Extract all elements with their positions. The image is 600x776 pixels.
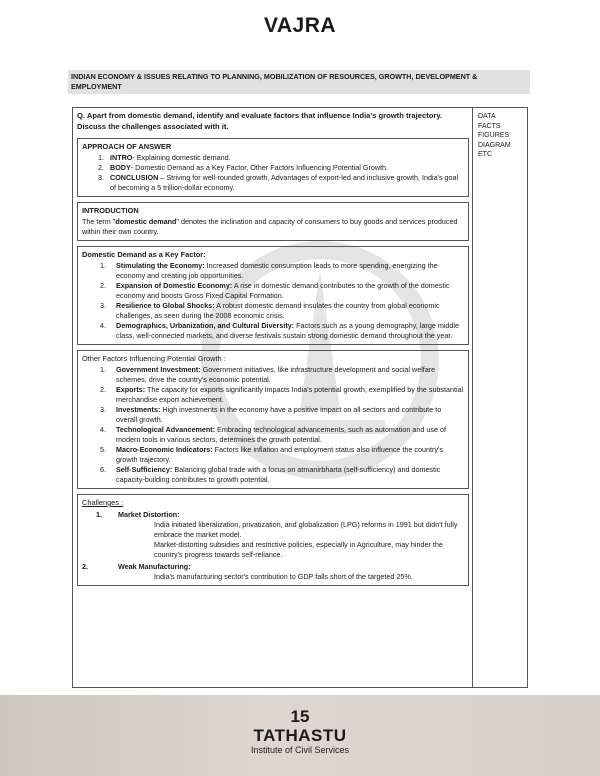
other-factors-box <box>77 350 469 489</box>
list-item: 4. Demographics, Urbanization, and Cultural Diversity: Factors such as a young demography, large middle class, well-connected markets, and diverse festivals sustain strong domestic demand throughout the year. <box>100 321 459 340</box>
approach-title: APPROACH OF ANSWER <box>82 142 172 151</box>
side-label: FACTS <box>478 122 501 130</box>
challenges-box <box>77 494 469 586</box>
challenge-text: Market-distorting subsidies and restrictive policies, especially in Agriculture, may hinder the country's progress towards self-reliance. <box>154 540 443 559</box>
list-item: 1. Government Investment: Government initiatives, like infrastructure development and social welfare schemes, drive the country's economic potential. <box>100 365 436 384</box>
brand-name: TATHASTU <box>253 726 347 745</box>
list-item: 4. Technological Advancement: Embracing technological advancements, such as automation and use of modern tools in various sectors, determines the growth potential. <box>100 425 446 444</box>
other-factors-title: Other Factors Influencing Potential Growth : <box>82 354 226 363</box>
domestic-demand-box <box>77 246 469 345</box>
challenge-heading: 2. Weak Manufacturing: <box>82 562 191 571</box>
page-number: 15 <box>290 707 310 726</box>
domestic-demand-title: Domestic Demand as a Key Factor: <box>82 250 206 259</box>
list-item: 1. Stimulating the Economy: Increased domestic consumption leads to more spending, energizing the economy and creating job opportunities. <box>100 261 438 280</box>
list-item: 1. INTRO- Explaining domestic demand. <box>98 153 231 162</box>
list-item: 3. CONCLUSION – Striving for well-rounded growth, Advantages of export-led and inclusive growth, India's goal of becoming a 5 trillion-dollar economy. <box>98 173 459 192</box>
challenges-title: Challenges : <box>82 498 124 507</box>
list-item: 3. Resilience to Global Shocks: A robust domestic demand insulates the country from global economic challenges, as seen during the 2008 economic crisis. <box>100 301 440 320</box>
challenge-text: India's manufacturing sector's contribution to GDP falls short of the targeted 25%. <box>154 572 413 581</box>
answer-sheet <box>72 107 528 688</box>
list-item: 2. BODY- Domestic Demand as a Key Factor, Other Factors Influencing Potential Growth. <box>98 163 389 172</box>
challenge-heading: 1. Market Distortion: <box>96 510 180 519</box>
page-footer <box>0 695 600 776</box>
list-item: 3. Investments: High investments in the economy have a positive impact on all sectors and contribute to overall growth. <box>100 405 442 424</box>
side-label: DIAGRAM <box>478 141 511 149</box>
challenge-text: India initiated liberalization, privatization, and globalization (LPG) reforms in 1991 but didn't fully embrace the market model. <box>154 520 458 539</box>
list-item: 5. Macro-Economic Indicators: Factors like inflation and employment status also influence the country's growth trajectory. <box>100 445 443 464</box>
question-text: Q. Apart from domestic demand, identify and evaluate factors that influence India's growth trajectory. Discuss the challenges associated with it. <box>77 111 443 131</box>
introduction-title: INTRODUCTION <box>82 206 139 215</box>
topic-banner: INDIAN ECONOMY & ISSUES RELATING TO PLANNING, MOBILIZATION OF RESOURCES, GROWTH, DEVELOPMENT & EMPLOYMENT <box>68 70 530 94</box>
introduction-box <box>77 202 469 241</box>
side-label: DATA <box>478 113 496 120</box>
list-item: 2. Expansion of Domestic Economy: A rise in domestic demand contributes to the growth of the domestic economy and boosts Gross Fixed Capital Formation. <box>100 281 450 300</box>
list-item: 2. Exports: The capacity for exports significantly impacts India's potential growth, exemplified by the substantial merchandise export achievement. <box>100 385 464 404</box>
brand-subtitle: Institute of Civil Services <box>250 745 350 755</box>
page-header-title: VAJRA <box>263 14 337 37</box>
side-label: FIGURES <box>478 132 510 139</box>
introduction-text: The term "domestic demand" denotes the inclination and capacity of consumers to buy goods and services produced within their own country. <box>82 217 458 236</box>
data-facts-column <box>472 108 527 687</box>
approach-box <box>77 138 469 197</box>
list-item: 6. Self-Sufficiency: Balancing global trade with a focus on atmanirbharta (self-sufficiency) and domestic capacity-building contributes to growth potential. <box>100 465 441 484</box>
side-label: ETC <box>478 151 492 158</box>
answer-column <box>73 108 473 687</box>
